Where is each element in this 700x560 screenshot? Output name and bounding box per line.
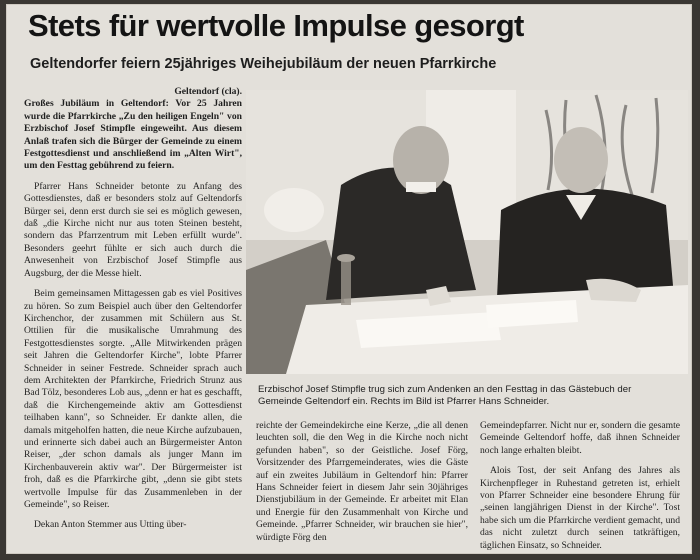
body-paragraph: Gemeindepfarrer. Nicht nur er, sondern die gesamte Gemeinde Geltendorf hoffe, daß ihnen Schneider noch lange erhalten bleibt.: [480, 420, 680, 456]
body-paragraph: Alois Tost, der seit Anfang des Jahres als Kirchenpfleger in Ruhestand getreten ist, erhielt von Pfarrer Schneider eine besondere Ehrung für „seinen langjährigen Dienst in der Kirche". Tost habe sich um die Pfarrkirche verdient gemacht, und das nicht zuletzt durch seinen tatkräftigen, täglichen Einsatz, so Schneider.: [480, 465, 680, 551]
newspaper-clipping: [6, 4, 692, 554]
lead-paragraph: Großes Jubiläum in Geltendorf: Vor 25 Jahren wurde die Pfarrkirche „Zu den heiligen Engeln" von Erzbischof Josef Stimpfle eingeweiht. Aus diesem Anlaß trafen sich die Bürger der Gemeinde zu einem Festgottesdienst und anschließend im „Alten Wirt", um den Festtag gebührend zu feiern.: [24, 98, 242, 172]
dateline: Geltendorf (cla).: [174, 86, 242, 97]
photo-caption: Erzbischof Josef Stimpfle trug sich zum Andenken an den Festtag in das Gästebuch der Gemeinde Geltendorf ein. Rechts im Bild ist Pfarrer Hans Schneider.: [258, 384, 632, 408]
body-paragraph: reichte der Gemeindekirche eine Kerze, „die all denen leuchten soll, die den Weg in die Kirche noch nicht gefunden haben", so der Geistliche. Josef Förg, Vorsitzender des Pfarrgemeinderates, wies die Gäste auf ein zweites Jubiläum in Geltendorf hin: Pfarrer Hans Schneider feiert in diesem Jahr sein 30jähriges Dienstjubiläum in der Gemeinde. Er arbeitet mit Elan und Energie für den Zusammenhalt von Kirche und Gemeinde. „Pfarrer Schneider, wir brauchen sie hier", würdigte Förg den: [256, 420, 468, 543]
article-photo: [246, 90, 688, 374]
body-paragraph: Pfarrer Hans Schneider betonte zu Anfang des Gottesdienstes, daß er besonders stolz auf Geltendorfs Bürger sei, denn erst durch sie sei es möglich gewesen, daß „die Kirche nicht nur aus toten Steinen besteht, sondern das Pfarrzentrum mit Leben erfüllt wurde". Besonders geehrt fühlte er sich auch durch die Anwesenheit von Erzbischof Josef Stimpfle aus Augsburg, der die Messe hielt.: [24, 180, 242, 279]
body-paragraph: Dekan Anton Stemmer aus Utting über-: [34, 519, 187, 531]
photo-illustration: [246, 90, 688, 374]
column-1: [24, 86, 242, 540]
subheadline: Geltendorfer feiern 25jähriges Weihejubiläum der neuen Pfarrkirche: [30, 56, 497, 72]
column-2: [256, 420, 468, 552]
body-paragraph: Beim gemeinsamen Mittagessen gab es viel Positives zu hören. So zum Beispiel auch über den Geltendorfer Kirchenchor, der zusammen mit Schülern aus St. Ottilien für die musikalische Umrahmung des Festgottesdienstes sorgte. „Alle Mitwirkenden prägen seit Jahren die Geltendorfer Kirche", lobte Pfarrer Schneider in seiner Festrede. Schneider sprach auch dem Architekten der Pfarrkirche, Friedrich Strunz aus Bad Tölz, besonderes Lob aus, „denn er hat es geschafft, daß die Kirchengemeinde aktiv am Gottesdienst teilhaben kann", so Schneider. Er dankte allen, die damals mitgeholfen hatten, die neue Kirche aufzubauen, und erinnerte sich dabei auch an Bürgermeister Anton Reiser, „der schon damals als junger Mann im Kirchenbauverein aktiv war". Der Bürgermeister ist froh, daß es die Pfarrkirche gibt, „denn sie gibt stets wertvolle Impulse für das Zusammenleben in der Gemeinde", so Reiser.: [24, 288, 242, 510]
column-3: [480, 420, 680, 554]
headline: Stets für wertvolle Impulse gesorgt: [28, 8, 524, 43]
